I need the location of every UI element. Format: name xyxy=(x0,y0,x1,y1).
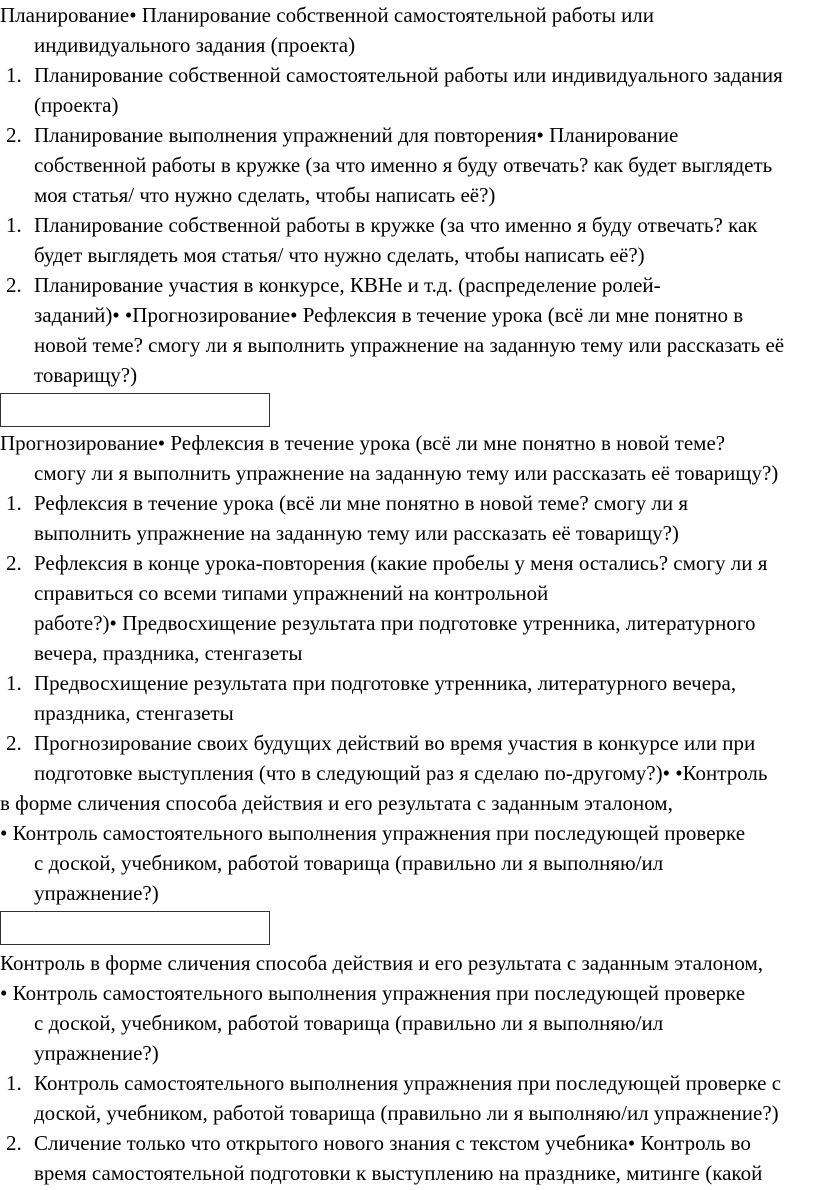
text-line: Рефлексия в течение урока (всё ли мне понятно в новой теме? смогу ли я xyxy=(34,491,689,515)
empty-frame xyxy=(0,393,270,427)
text-line: справиться со всеми типами упражнений на контрольной xyxy=(34,581,549,605)
text-line: Сличение только что открытого нового знания с текстом учебника• Контроль во xyxy=(34,1131,751,1155)
text-line: • Контроль самостоятельного выполнения упражнения при последующей проверке xyxy=(0,981,746,1005)
list-number: 2. xyxy=(6,273,22,297)
text-line: с доской, учебником, работой товарища (правильно ли я выполняю/ил xyxy=(34,851,664,875)
list-number: 1. xyxy=(6,491,22,515)
text-line: Планирование собственной самостоятельной работы или индивидуального задания xyxy=(34,63,783,87)
text-line: праздника, стенгазеты xyxy=(34,701,234,725)
list-number: 1. xyxy=(6,213,22,237)
text-line: Планирование• Планирование собственной самостоятельной работы или xyxy=(0,3,655,27)
text-line: (проекта) xyxy=(34,93,119,117)
list-number: 1. xyxy=(6,671,22,695)
text-line: Планирование выполнения упражнений для повторения• Планирование xyxy=(34,123,679,147)
list-number: 2. xyxy=(6,1131,22,1155)
text-line: Прогнозирование• Рефлексия в течение урока (всё ли мне понятно в новой теме? xyxy=(0,431,726,455)
list-number: 2. xyxy=(6,551,22,575)
text-line: выполнить упражнение на заданную тему или рассказать её товарищу?) xyxy=(34,521,679,545)
text-line: • Контроль самостоятельного выполнения упражнения при последующей проверке xyxy=(0,821,746,845)
text-line: Планирование собственной работы в кружке (за что именно я буду отвечать? как xyxy=(34,213,758,237)
text-line: новой теме? смогу ли я выполнить упражнение на заданную тему или рассказать её xyxy=(34,333,785,357)
list-number: 1. xyxy=(6,63,22,87)
empty-frame xyxy=(0,911,270,945)
text-line: смогу ли я выполнить упражнение на заданную тему или рассказать её товарищу?) xyxy=(34,461,779,485)
text-line: время самостоятельной подготовки к выступлению на празднике, митинге (какой xyxy=(34,1161,763,1185)
text-line: упражнение?) xyxy=(34,1041,159,1065)
text-line: будет выглядеть моя статья/ что нужно сделать, чтобы написать её?) xyxy=(34,243,645,267)
text-line: Предвосхищение результата при подготовке утренника, литературного вечера, xyxy=(34,671,737,695)
list-number: 2. xyxy=(6,731,22,755)
text-line: Прогнозирование своих будущих действий во время участия в конкурсе или при xyxy=(34,731,756,755)
text-line: собственной работы в кружке (за что именно я буду отвечать? как будет выглядеть xyxy=(34,153,773,177)
list-number: 1. xyxy=(6,1071,22,1095)
text-line: заданий)• •Прогнозирование• Рефлексия в течение урока (всё ли мне понятно в xyxy=(34,303,744,327)
text-line: с доской, учебником, работой товарища (правильно ли я выполняю/ил xyxy=(34,1011,664,1035)
text-line: работе?)• Предвосхищение результата при подготовке утренника, литературного xyxy=(34,611,756,635)
text-line: упражнение?) xyxy=(34,881,159,905)
text-line: вечера, праздника, стенгазеты xyxy=(34,641,303,665)
text-line: товарищу?) xyxy=(34,363,138,387)
text-line: моя статья/ что нужно сделать, чтобы написать её?) xyxy=(34,183,496,207)
text-line: подготовке выступления (что в следующий раз я сделаю по-другому?)• •Контроль xyxy=(34,761,768,785)
list-number: 2. xyxy=(6,123,22,147)
text-line: Контроль в форме сличения способа действия и его результата с заданным эталоном, xyxy=(0,951,764,975)
text-line: Контроль самостоятельного выполнения упражнения при последующей проверке с xyxy=(34,1071,782,1095)
text-line: Планирование участия в конкурсе, КВНе и т.д. (распределение ролей- xyxy=(34,273,661,297)
text-line: Рефлексия в конце урока-повторения (какие пробелы у меня остались? смогу ли я xyxy=(34,551,768,575)
text-line: индивидуального задания (проекта) xyxy=(34,33,356,57)
text-line: в форме сличения способа действия и его результата с заданным эталоном, xyxy=(0,791,673,815)
text-line: доской, учебником, работой товарища (правильно ли я выполняю/ил упражнение?) xyxy=(34,1101,779,1125)
